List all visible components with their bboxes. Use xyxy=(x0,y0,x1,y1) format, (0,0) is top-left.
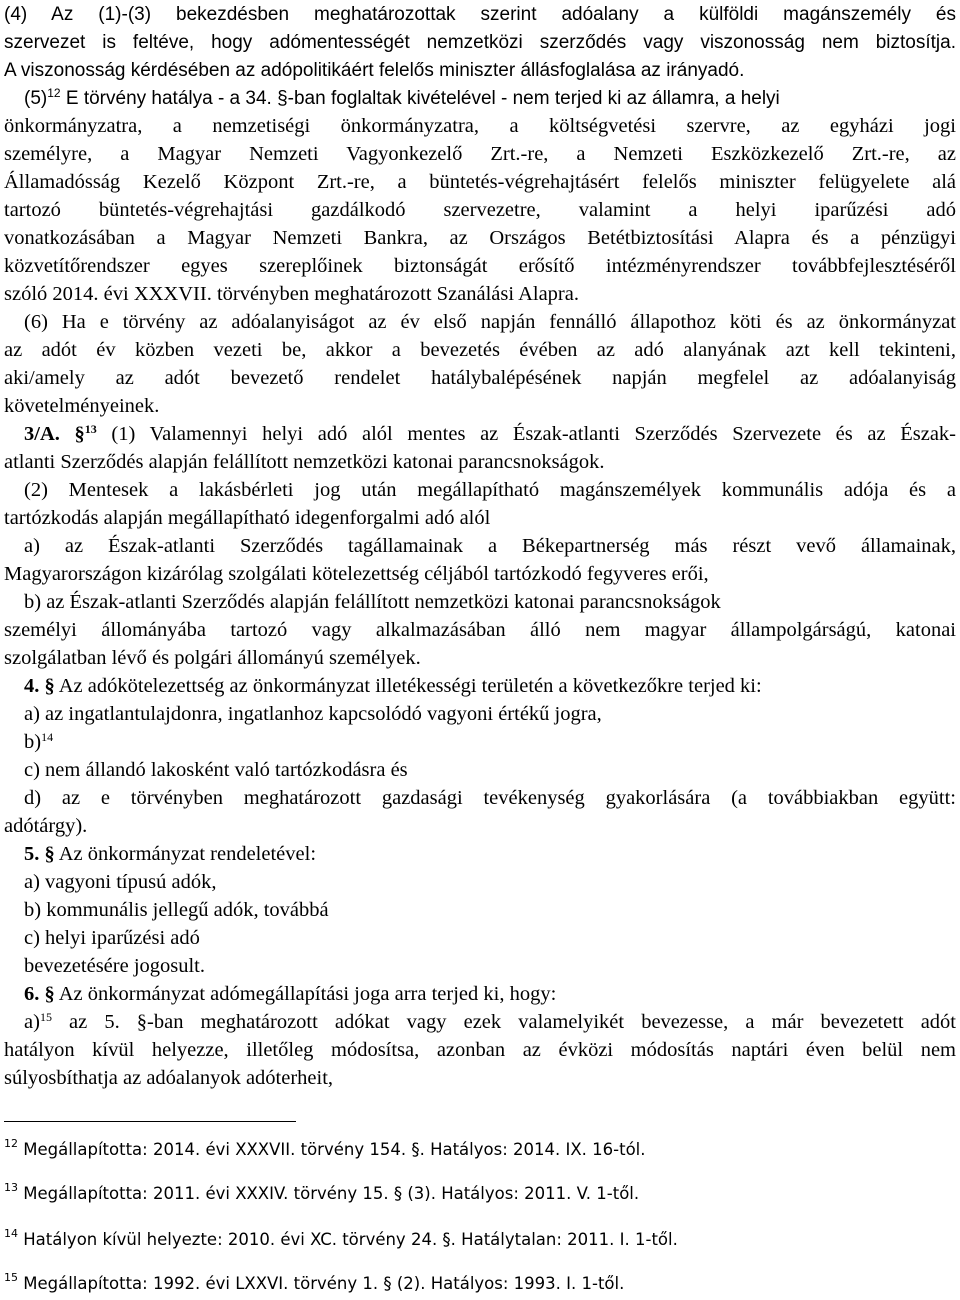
footnote-number: 15 xyxy=(4,1271,18,1284)
text-line: c) nem állandó lakosként való tartózkodásra és xyxy=(24,759,408,781)
text-line: c) helyi iparűzési adó xyxy=(24,927,200,949)
text-line: 5. § Az önkormányzat rendeletével: xyxy=(24,843,317,865)
text-line: $(5)^{12}$ E törvény hatálya - a 34. §-ban foglaltak kivételével - nem terjed ki az államra, a helyi xyxy=(24,86,780,109)
section-heading: 3/A. § xyxy=(24,423,85,445)
footnote-ref: 12 xyxy=(47,86,61,100)
text-line: aki/amely az adót bevezető rendelet hatálybalépésének napján megfelel az adóalanyiság xyxy=(4,367,956,389)
text-line: a) az Észak-atlanti Szerződés tagállamainak a Békepartnerség más részt vevő államainak, xyxy=(24,535,956,557)
text-line: d) az e törvényben meghatározott gazdasági tevékenység gyakorlására (a továbbiakban együtt: xyxy=(24,787,956,809)
footnote-text: Megállapította: 2011. évi XXXIV. törvény 15. § (3). Hatályos: 2011. V. 1-től. xyxy=(18,1184,640,1203)
footnote-ref: 14 xyxy=(41,730,54,744)
text-line: hatályon kívül helyezze, illetőleg módosítsa, azonban az évközi módosítás naptári éven belül nem xyxy=(4,1039,956,1061)
text-line: (6) Ha e törvény az adóalanyiságot az év első napján fennálló állapothoz köti és az önkormányzat xyxy=(24,311,956,333)
footnote-text: Hatályon kívül helyezte: 2010. évi XC. törvény 24. §. Hatálytalan: 2011. I. 1-től. xyxy=(18,1230,678,1249)
section-heading: 6. § xyxy=(24,983,55,1005)
footnote-separator xyxy=(4,1121,296,1122)
text-line: (4) Az (1)-(3) bekezdésben meghatározottak szerint adóalany a külföldi magánszemély és xyxy=(4,4,956,25)
text-line: követelményeinek. xyxy=(4,395,160,417)
footnote-ref: 15 xyxy=(39,1010,52,1024)
text-line: Magyarországon kizárólag szolgálati kötelezettség céljából tartózkodó fegyveres erői, xyxy=(4,563,709,585)
text-line: tartózkodás alapján megállapítható idegenforgalmi adó alól xyxy=(4,507,491,529)
text-line: szervezet is feltéve, hogy adómentességét nemzetközi szerződés vagy viszonosság nem biztosítja. xyxy=(4,32,956,53)
text-line: bevezetésére jogosult. xyxy=(24,955,206,977)
footnote xyxy=(4,1137,944,1163)
text-line: A viszonosság kérdésében az adópolitikáért felelős miniszter állásfoglalása az irányadó. xyxy=(4,60,745,81)
text-line: önkormányzatra, a nemzetiségi önkormányzatra, a költségvetési szervre, az egyházi jogi xyxy=(4,115,956,137)
footnote-number: 12 xyxy=(4,1137,18,1150)
text-line: vonatkozásában a Magyar Nemzeti Bankra, az Országos Betétbiztosítási Alapra és a pénzügyi xyxy=(4,227,956,249)
text-line: az adót év közben vezeti be, akkor a bevezetés évében az adó alanyának azt kell tekinteni, xyxy=(4,339,956,361)
text-line: 6. § Az önkormányzat adómegállapítási joga arra terjed ki, hogy: xyxy=(24,983,557,1005)
text-line: személyi állományába tartozó vagy alkalmazásában álló nem magyar állampolgárságú, katonai xyxy=(4,619,956,641)
text-line: b)$^{14}$ xyxy=(24,730,54,753)
section-heading: 5. § xyxy=(24,843,55,865)
section-heading: 4. § xyxy=(24,675,55,697)
text-line: szóló 2014. évi XXXVII. törvényben meghatározott Szanálási Alapra. xyxy=(4,283,579,305)
text-line: közvetítőrendszer egyes szereplőinek biztonságát erősítő intézményrendszer továbbfejlesztéséről xyxy=(4,255,956,277)
text-line: Államadósság Kezelő Központ Zrt.-re, a büntetés-végrehajtásért felelős miniszter felügyelete alá xyxy=(4,171,956,193)
text-line: 4. § Az adókötelezettség az önkormányzat illetékességi területén a következőkre terjed ki: xyxy=(24,675,762,697)
text-line: szolgálatban lévő és polgári állományú személyek. xyxy=(4,647,421,669)
footnote-text: Megállapította: 1992. évi LXXVI. törvény 1. § (2). Hatályos: 1993. I. 1-től. xyxy=(18,1274,625,1293)
footnote xyxy=(4,1227,944,1253)
text-line: adótárgy). xyxy=(4,815,88,837)
text-line: súlyosbíthatja az adóalanyok adóterheit, xyxy=(4,1067,334,1089)
text-line: 3/A. §$^{13}$ (1) Valamennyi helyi adó alól mentes az Észak-atlanti Szerződés Szervezete és az Észak- xyxy=(24,422,956,445)
text-line: (2) Mentesek a lakásbérleti jog után megállapítható magánszemélyek kommunális adója és a xyxy=(24,479,956,501)
text-line: tartozó büntetés-végrehajtási gazdálkodó szervezetre, valamint a helyi iparűzési adó xyxy=(4,199,956,221)
text-line: b) kommunális jellegű adók, továbbá xyxy=(24,899,329,921)
footnote-ref: 13 xyxy=(84,422,97,436)
text-line: a) vagyoni típusú adók, xyxy=(24,871,217,893)
footnote-number: 14 xyxy=(4,1227,18,1240)
text-line: a)$^{15}$ az 5. §-ban meghatározott adókat vagy ezek valamelyikét bevezesse, a már bevezetett adót xyxy=(24,1010,956,1033)
footnote-number: 13 xyxy=(4,1181,18,1194)
text-line: a) az ingatlantulajdonra, ingatlanhoz kapcsolódó vagyoni értékű jogra, xyxy=(24,703,602,725)
footnote-text: Megállapította: 2014. évi XXXVII. törvény 154. §. Hatályos: 2014. IX. 16-tól. xyxy=(18,1140,646,1159)
text-line: személyre, a Magyar Nemzeti Vagyonkezelő Zrt.-re, a Nemzeti Eszközkezelő Zrt.-re, az xyxy=(4,143,956,165)
footnote xyxy=(4,1271,944,1297)
text-line: atlanti Szerződés alapján felállított nemzetközi katonai parancsnokságok. xyxy=(4,451,605,473)
text-line: b) az Észak-atlanti Szerződés alapján felállított nemzetközi katonai parancsnokságok xyxy=(24,591,721,613)
footnote xyxy=(4,1181,944,1207)
